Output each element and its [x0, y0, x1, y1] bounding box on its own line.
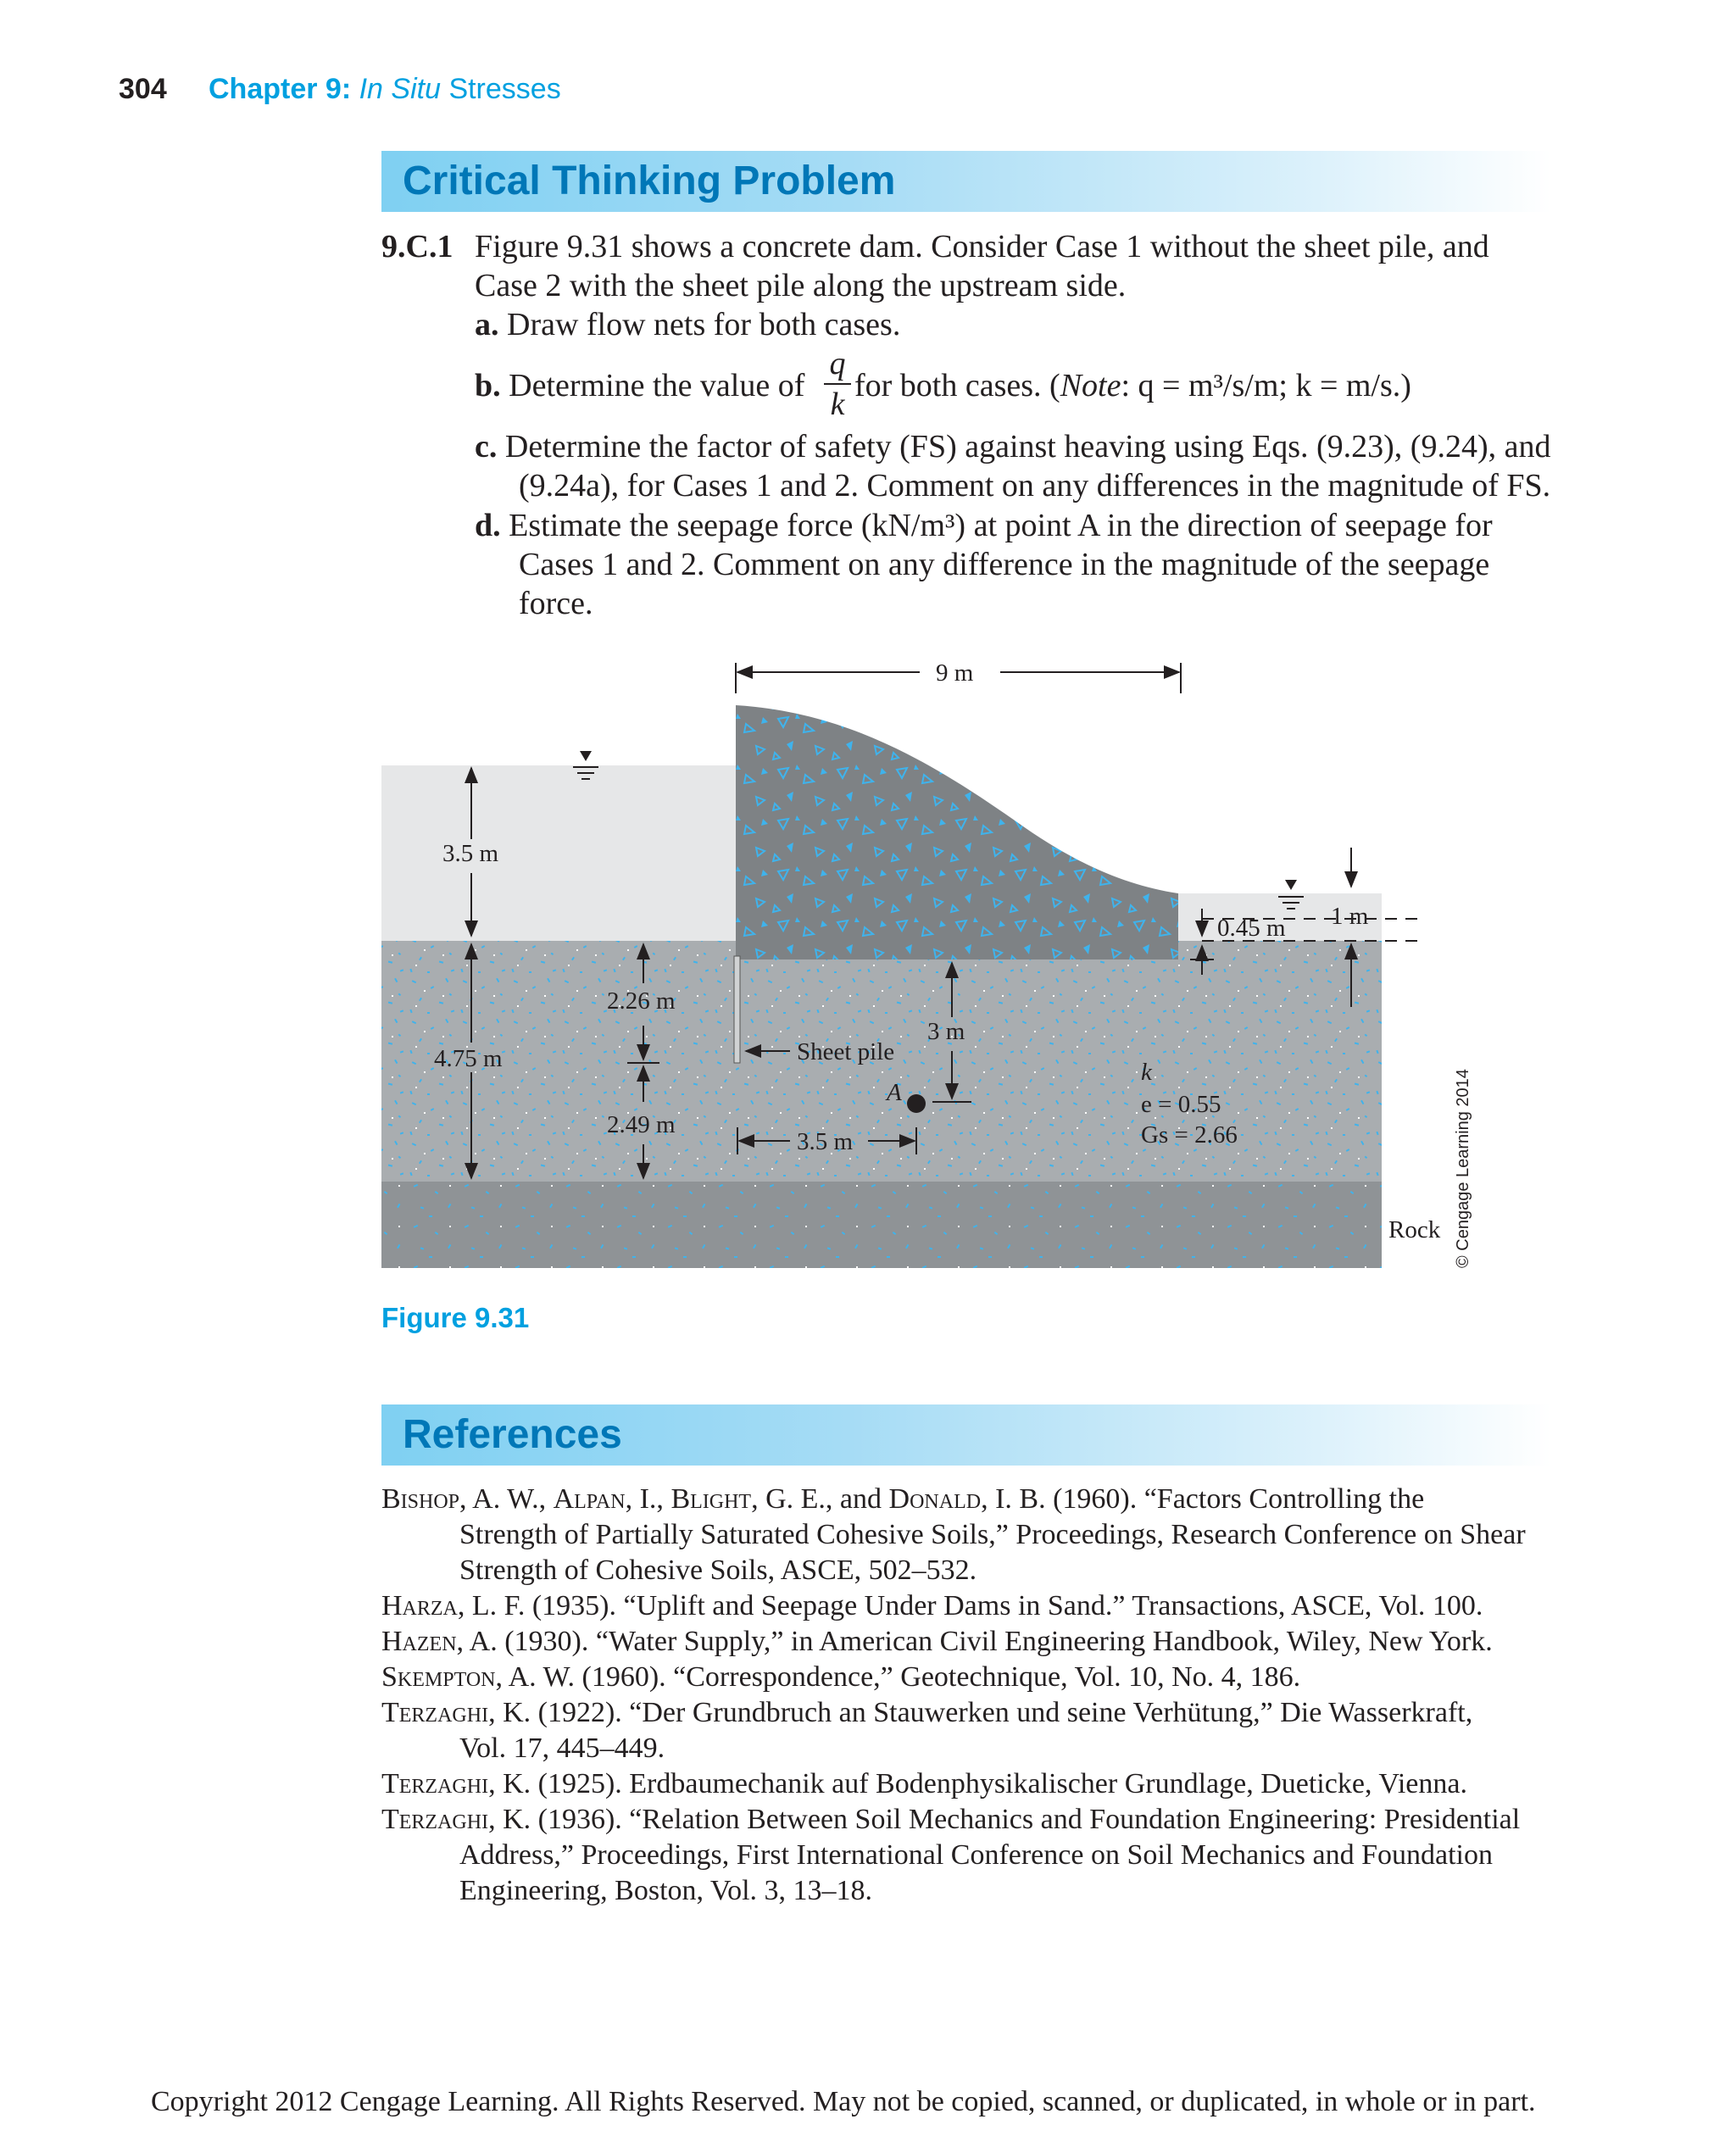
- ref-author: Terzaghi: [381, 1804, 489, 1835]
- fraction-numerator: q: [829, 346, 846, 381]
- part-d: [475, 506, 1493, 545]
- water-level-icon: [580, 751, 592, 761]
- dim-0-45m: 0.45 m: [1217, 915, 1286, 942]
- dim-3-5m-left: 3.5 m: [442, 840, 499, 867]
- part-a: [475, 305, 900, 344]
- part-d-letter: d.: [475, 508, 501, 543]
- ref-text: , K. (1925). Erdbaumechanik auf Bodenphysikalischer Grundlage, Dueticke, Vienna.: [488, 1768, 1467, 1799]
- part-b-note: Note: [1060, 368, 1121, 403]
- ref-line: Vol. 17, 445–449.: [459, 1733, 665, 1764]
- prop-gs: Gs = 2.66: [1141, 1121, 1238, 1149]
- reference-item: [381, 1660, 1543, 1695]
- ref-author: Donald: [888, 1483, 982, 1515]
- problem-text-line2: Case 2 with the sheet pile along the upstream side.: [475, 268, 1127, 303]
- ref-author: Alpan: [553, 1483, 626, 1515]
- ref-line: Strength of Partially Saturated Cohesive Soils,” Proceedings, Research Conference on Shear: [459, 1519, 1526, 1550]
- part-c-letter: c.: [475, 429, 498, 464]
- problem-number: 9.C.1: [381, 229, 453, 264]
- ref-line: Address,” Proceedings, First International Conference on Soil Mechanics and Foundation: [459, 1839, 1494, 1871]
- part-b-post: for both cases. (: [854, 368, 1060, 403]
- ref-line: Strength of Cohesive Soils, ASCE, 502–532.: [459, 1555, 977, 1586]
- dim-1m: 1 m: [1331, 903, 1369, 930]
- ref-author: Harza: [381, 1590, 458, 1621]
- reference-item: [381, 1766, 1543, 1802]
- label-rock: Rock: [1388, 1216, 1441, 1243]
- part-d-line1: Estimate the seepage force (kN/m³) at point A in the direction of seepage for: [509, 508, 1493, 543]
- part-d-line3: force.: [519, 586, 593, 621]
- part-b-text: Determine the value of: [509, 368, 805, 403]
- dim-4-75m: 4.75 m: [434, 1045, 503, 1072]
- dim-2-26m: 2.26 m: [607, 987, 676, 1015]
- dim-9m: 9 m: [936, 659, 974, 687]
- page-number: 304: [119, 73, 167, 105]
- reference-item: [381, 1695, 1543, 1766]
- part-b-note-rest: : q = m³/s/m; k = m/s.): [1121, 368, 1411, 403]
- rock-layer: [381, 1182, 1382, 1268]
- section-title-references: References: [403, 1412, 622, 1457]
- part-a-text: Draw flow nets for both cases.: [507, 307, 901, 342]
- point-a: [907, 1094, 926, 1113]
- downstream-water-level-icon: [1285, 880, 1297, 890]
- ref-author: Blight: [670, 1483, 752, 1515]
- copyright-notice: Copyright 2012 Cengage Learning. All Rights Reserved. May not be copied, scanned, or duplicated, in whole or in part.: [151, 2086, 1536, 2117]
- fraction-bar: [824, 383, 851, 385]
- prop-e: e = 0.55: [1141, 1091, 1221, 1118]
- fraction-denominator: k: [830, 387, 845, 422]
- upstream-water: [381, 765, 737, 941]
- part-b-rest: [854, 366, 1411, 405]
- ref-text: , I.,: [625, 1483, 671, 1515]
- ref-text: , K. (1922). “Der Grundbruch an Stauwerken und seine Verhütung,” Die Wasserkraft,: [488, 1697, 1473, 1728]
- reference-item: [381, 1482, 1543, 1588]
- ref-author: Skempton: [381, 1661, 496, 1693]
- reference-item: [381, 1802, 1543, 1909]
- label-sheet-pile: Sheet pile: [797, 1038, 895, 1065]
- figure-caption: Figure 9.31: [381, 1302, 530, 1333]
- ref-text: , A. W.,: [459, 1483, 554, 1515]
- chapter-title-rest: Stresses: [448, 73, 561, 105]
- figure-credit: © Cengage Learning 2014: [1454, 1069, 1472, 1268]
- chapter-heading: [209, 73, 561, 106]
- ref-author: Terzaghi: [381, 1768, 489, 1799]
- part-b-letter: b.: [475, 368, 501, 403]
- part-b: [475, 366, 804, 405]
- section-bar-critical: [381, 151, 1551, 212]
- label-point-a: A: [887, 1079, 902, 1106]
- ref-author: Hazen: [381, 1626, 457, 1657]
- ref-text: , L. F. (1935). “Uplift and Seepage Under Dams in Sand.” Transactions, ASCE, Vol. 100.: [457, 1590, 1483, 1621]
- section-bar-references: [381, 1404, 1551, 1466]
- problem-text-line1: Figure 9.31 shows a concrete dam. Consider Case 1 without the sheet pile, and: [475, 229, 1489, 264]
- ref-text: , A. W. (1960). “Correspondence,” Geotechnique, Vol. 10, No. 4, 186.: [495, 1661, 1301, 1693]
- fraction-q-over-k: [822, 346, 853, 422]
- dam-figure: [0, 644, 1736, 1288]
- ref-line: Engineering, Boston, Vol. 3, 13–18.: [459, 1875, 873, 1906]
- section-title-critical: Critical Thinking Problem: [403, 159, 896, 203]
- part-a-letter: a.: [475, 307, 499, 342]
- ref-text: , K. (1936). “Relation Between Soil Mechanics and Foundation Engineering: Presidential: [488, 1804, 1521, 1835]
- part-c-line1: Determine the factor of safety (FS) against heaving using Eqs. (9.23), (9.24), and: [504, 429, 1551, 464]
- ref-text: , G. E., and: [751, 1483, 889, 1515]
- prop-k: k: [1141, 1059, 1152, 1086]
- ref-author: Terzaghi: [381, 1697, 489, 1728]
- reference-item: [381, 1588, 1543, 1624]
- ref-author: Bishop: [381, 1483, 460, 1515]
- concrete-dam: [736, 705, 1178, 959]
- sheet-pile: [734, 956, 740, 1063]
- dim-3m: 3 m: [927, 1018, 965, 1045]
- dim-2-49m: 2.49 m: [607, 1111, 676, 1138]
- dim-3-5m-bottom: 3.5 m: [797, 1128, 854, 1155]
- ref-text: , I. B. (1960). “Factors Controlling the: [981, 1483, 1425, 1515]
- chapter-title-italic: In Situ: [359, 73, 441, 105]
- reference-item: [381, 1624, 1543, 1660]
- chapter-label: Chapter 9:: [209, 73, 352, 105]
- part-c: [475, 427, 1550, 466]
- part-d-line2: Cases 1 and 2. Comment on any difference in the magnitude of the seepage: [519, 547, 1490, 582]
- part-c-line2: (9.24a), for Cases 1 and 2. Comment on any differences in the magnitude of FS.: [519, 468, 1551, 503]
- ref-text: , A. (1930). “Water Supply,” in American Civil Engineering Handbook, Wiley, New York.: [456, 1626, 1493, 1657]
